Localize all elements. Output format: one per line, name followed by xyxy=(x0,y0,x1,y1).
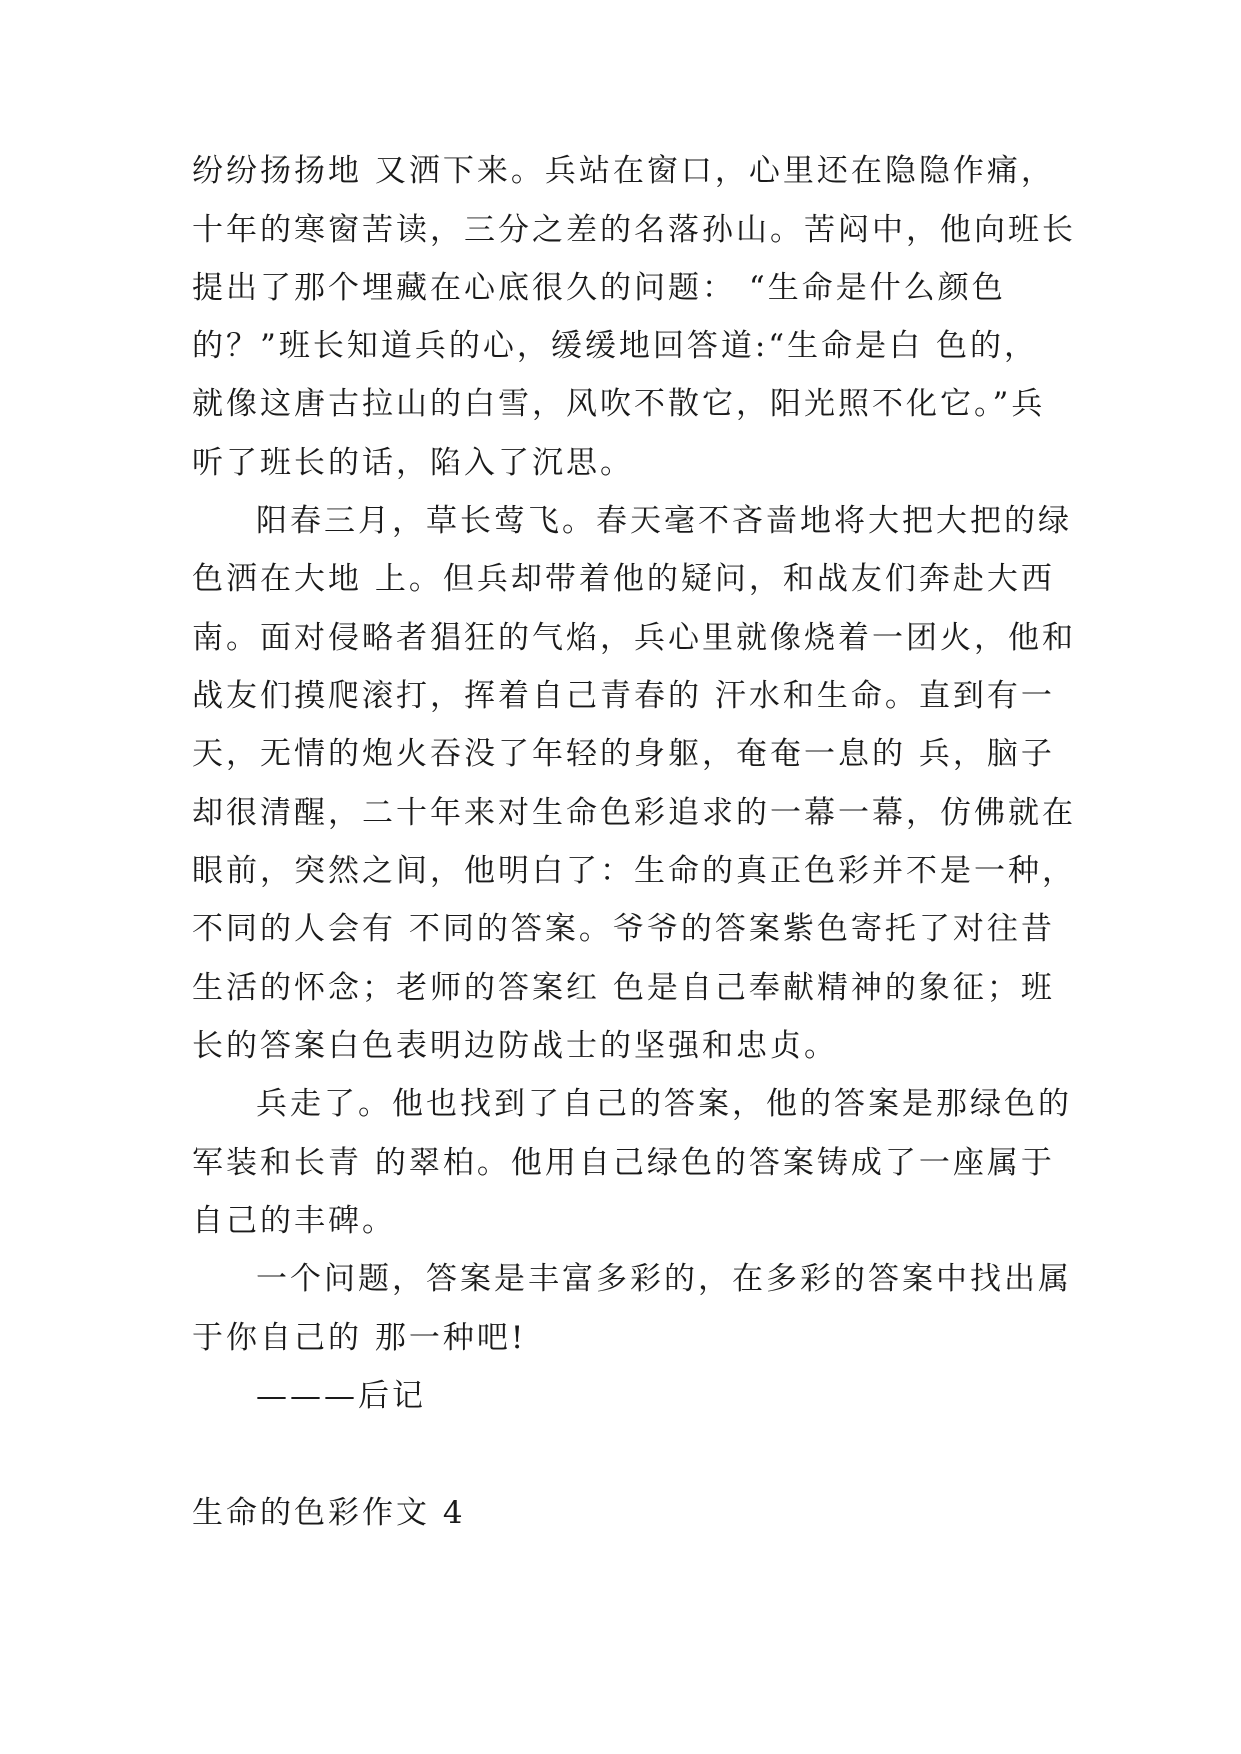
text-line: 不同的人会有 不同的答案。爷爷的答案紫色寄托了对往昔 xyxy=(192,911,1055,947)
text-line: 战友们摸爬滚打，挥着自己青春的 汗水和生命。直到有一 xyxy=(192,678,1055,714)
text-line: 纷纷扬扬地 又洒下来。兵站在窗口，心里还在隐隐作痛， xyxy=(192,153,1055,189)
text-line: 南。面对侵略者猖狂的气焰，兵心里就像烧着一团火，他和 xyxy=(192,620,1076,656)
text-line: 就像这唐古拉山的白雪，风吹不散它，阳光照不化它。”兵 xyxy=(192,386,1046,422)
section-heading: 生命的色彩作文 4 xyxy=(192,1495,466,1531)
text-line: 色洒在大地 上。但兵却带着他的疑问，和战友们奔赴大西 xyxy=(192,561,1055,597)
text-line: 的？”班长知道兵的心，缓缓地回答道:“生命是白 色的， xyxy=(192,328,1038,364)
text-line: 却很清醒，二十年来对生命色彩追求的一幕一幕，仿佛就在 xyxy=(192,795,1076,831)
text-line: 自己的丰碑。 xyxy=(192,1203,396,1239)
text-line: 生活的怀念；老师的答案红 色是自己奉献精神的象征；班 xyxy=(192,970,1055,1006)
text-line: 眼前，突然之间，他明白了：生命的真正色彩并不是一种， xyxy=(192,853,1076,889)
text-line: 长的答案白色表明边防战士的坚强和忠贞。 xyxy=(192,1028,838,1064)
text-line: 听了班长的话，陷入了沉思。 xyxy=(192,445,634,481)
text-line: 军装和长青 的翠柏。他用自己绿色的答案铸成了一座属于 xyxy=(192,1145,1055,1181)
text-line: 提出了那个埋藏在心底很久的问题： “生命是什么颜色 xyxy=(192,270,1006,306)
text-line: 一个问题，答案是丰富多彩的，在多彩的答案中找出属 xyxy=(256,1261,1072,1297)
text-line: 阳春三月，草长莺飞。春天毫不吝啬地将大把大把的绿 xyxy=(256,503,1072,539)
text-line: 十年的寒窗苦读，三分之差的名落孙山。苦闷中，他向班长 xyxy=(192,212,1076,248)
text-line: 兵走了。他也找到了自己的答案，他的答案是那绿色的 xyxy=(256,1086,1072,1122)
text-line: 天，无情的炮火吞没了年轻的身躯，奄奄一息的 兵，脑子 xyxy=(192,736,1055,772)
text-line: 于你自己的 那一种吧! xyxy=(192,1320,527,1356)
afterword-signature: ———后记 xyxy=(256,1378,426,1414)
